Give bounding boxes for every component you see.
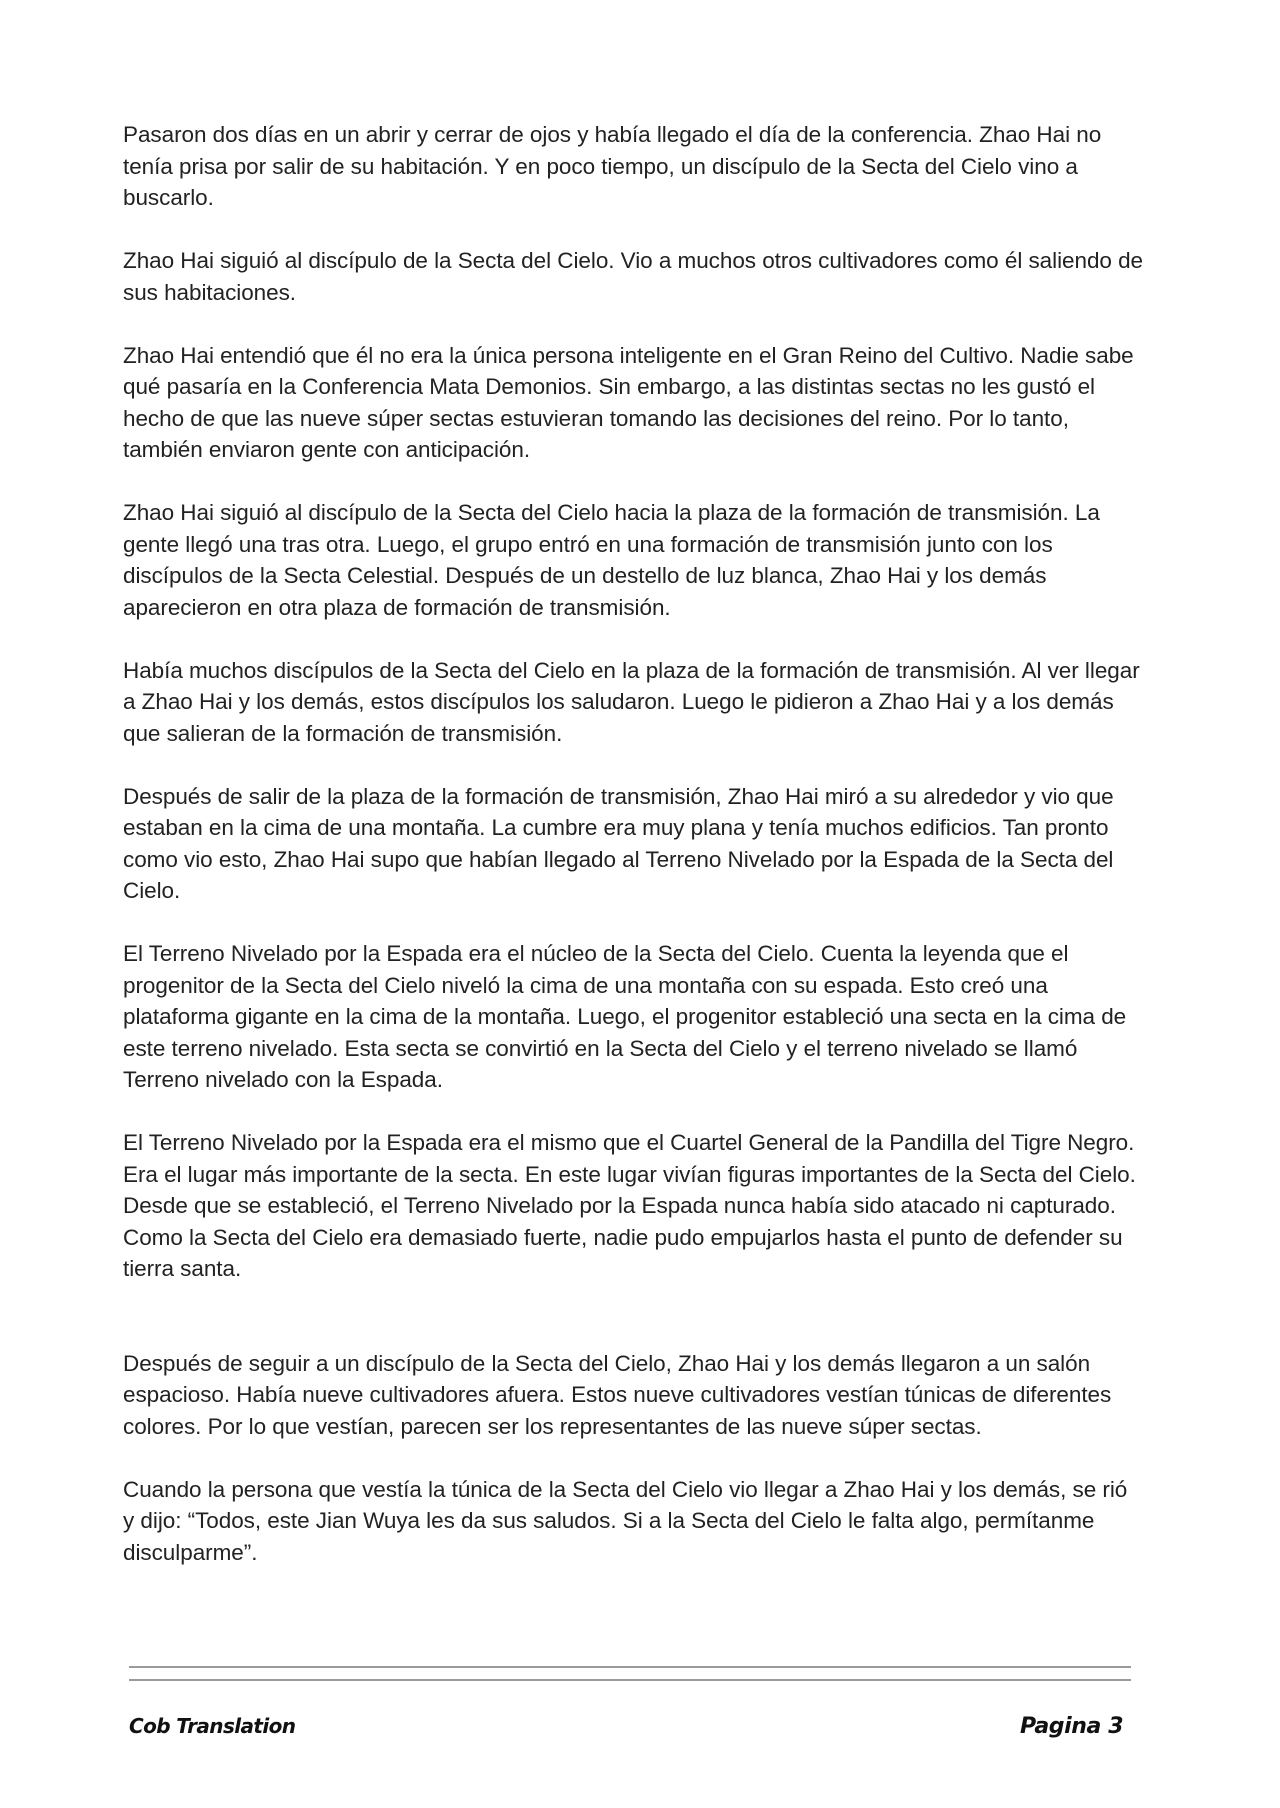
document-body bbox=[123, 119, 1143, 1568]
paragraph-spacer-large bbox=[123, 1285, 1143, 1348]
paragraph-1: Pasaron dos días en un abrir y cerrar de ojos y había llegado el día de la conferencia. Zhao Hai no tenía prisa por salir de su habitación. Y en poco tiempo, un discípulo de la Secta del Cielo vino a buscarlo. bbox=[123, 122, 1102, 210]
paragraph-spacer bbox=[123, 214, 1143, 246]
footer-translator-credit: Cob Translation bbox=[129, 1714, 296, 1738]
paragraph-spacer bbox=[123, 749, 1143, 781]
paragraph-5: Había muchos discípulos de la Secta del Cielo en la plaza de la formación de transmisión. Al ver llegar a Zhao Hai y los demás, estos discípulos los saludaron. Luego le pidieron a Zhao Hai y a los demás que salieran de la formación de transmisión. bbox=[123, 657, 1140, 746]
footer-rule-bottom bbox=[129, 1679, 1131, 1681]
footer-rule-top bbox=[129, 1666, 1131, 1668]
paragraph-spacer bbox=[123, 1096, 1143, 1128]
paragraph-spacer bbox=[123, 1442, 1143, 1474]
footer-page-number: Pagina 3 bbox=[1020, 1714, 1124, 1739]
paragraph-spacer bbox=[123, 907, 1143, 939]
paragraph-2: Zhao Hai siguió al discípulo de la Secta del Cielo. Vio a muchos otros cultivadores como él saliendo de sus habitaciones. bbox=[123, 248, 1144, 305]
paragraph-3: Zhao Hai entendió que él no era la única persona inteligente en el Gran Reino del Cultivo. Nadie sabe qué pasaría en la Conferencia Mata Demonios. Sin embargo, a las distintas sectas no les gustó el hecho de que las nueve súper sectas estuvieran tomando las decisiones del reino. Por lo tanto, también enviaron gente con anticipación. bbox=[123, 342, 1134, 462]
paragraph-10: Cuando la persona que vestía la túnica de la Secta del Cielo vio llegar a Zhao Hai y los demás, se rió y dijo: “Todos, este Jian Wuya les da sus saludos. Si a la Secta del Cielo le falta algo, permítanme disculparme”. bbox=[123, 1476, 1128, 1565]
paragraph-4: Zhao Hai siguió al discípulo de la Secta del Cielo hacia la plaza de la formación de transmisión. La gente llegó una tras otra. Luego, el grupo entró en una formación de transmisión junto con los discípulos de la Secta Celestial. Después de un destello de luz blanca, Zhao Hai y los demás aparecieron en otra plaza de formación de transmisión. bbox=[123, 500, 1100, 620]
paragraph-spacer bbox=[123, 623, 1143, 655]
paragraph-9: Después de seguir a un discípulo de la Secta del Cielo, Zhao Hai y los demás llegaron a un salón espacioso. Había nueve cultivadores afuera. Estos nueve cultivadores vestían túnicas de diferentes colores. Por lo que vestían, parecen ser los representantes de las nueve súper sectas. bbox=[123, 1350, 1112, 1439]
paragraph-7: El Terreno Nivelado por la Espada era el núcleo de la Secta del Cielo. Cuenta la leyenda que el progenitor de la Secta del Cielo niveló la cima de una montaña con su espada. Esto creó una plataforma gigante en la cima de la montaña. Luego, el progenitor estableció una secta en la cima de este terreno nivelado. Esta secta se convirtió en la Secta del Cielo y el terreno nivelado se llamó Terreno nivelado con la Espada. bbox=[123, 941, 1127, 1092]
paragraph-8: El Terreno Nivelado por la Espada era el mismo que el Cuartel General de la Pandilla del Tigre Negro. Era el lugar más importante de la secta. En este lugar vivían figuras importantes de la Secta del Cielo. Desde que se estableció, el Terreno Nivelado por la Espada nunca había sido atacado ni capturado. Como la Secta del Cielo era demasiado fuerte, nadie pudo empujarlos hasta el punto de defender su tierra santa. bbox=[123, 1130, 1136, 1281]
paragraph-spacer bbox=[123, 308, 1143, 340]
paragraph-6: Después de salir de la plaza de la formación de transmisión, Zhao Hai miró a su alrededor y vio que estaban en la cima de una montaña. La cumbre era muy plana y tenía muchos edificios. Tan pronto como vio esto, Zhao Hai supo que habían llegado al Terreno Nivelado por la Espada de la Secta del Cielo. bbox=[123, 783, 1114, 903]
paragraph-spacer bbox=[123, 466, 1143, 498]
